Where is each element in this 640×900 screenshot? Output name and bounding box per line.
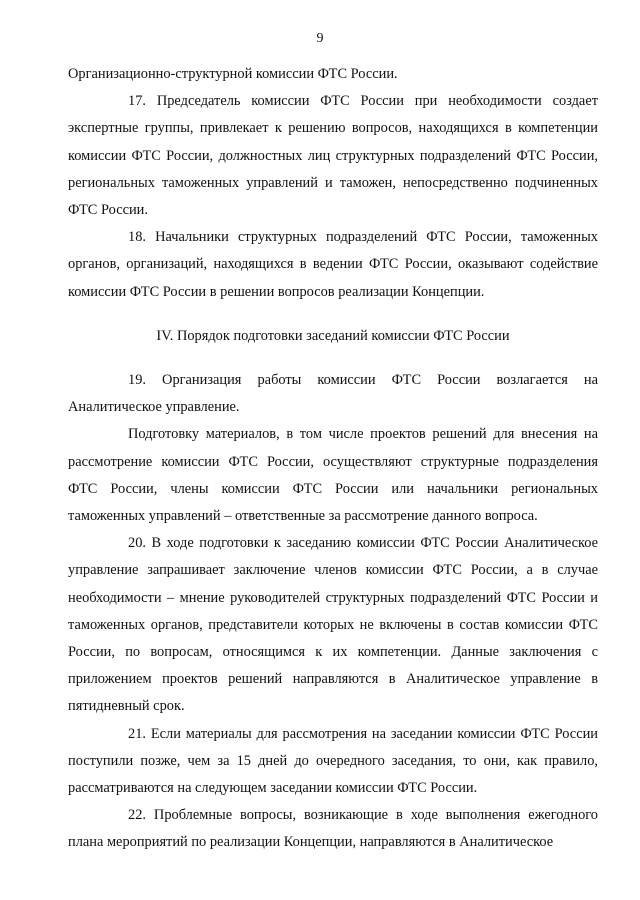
section-heading: IV. Порядок подготовки заседаний комиссии ФТС России: [156, 327, 510, 344]
paragraph-20: 20. В ходе подготовки к заседанию комиссии ФТС России Аналитическое управление запрашивает заключение членов комиссии ФТС России, а в случае необходимости – мнение руководителей структурных подразделений ФТС России и таможенных органов, представители которых не включены в состав комиссии ФТС России, по вопросам, относящимся к их компетенции. Данные заключения с приложением проектов решений направляются в Аналитическое управление в пятидневный срок.: [68, 535, 598, 715]
paragraph-18: 18. Начальники структурных подразделений ФТС России, таможенных органов, организаций, находящихся в ведении ФТС России, оказывают содействие комиссии ФТС России в решении вопросов реализации Концепции.: [68, 229, 598, 300]
intro-line: Организационно-структурной комиссии ФТС России.: [68, 66, 398, 82]
paragraph-22: 22. Проблемные вопросы, возникающие в ходе выполнения ежегодного плана мероприятий по реализации Концепции, направляются в Аналитическое: [68, 807, 598, 851]
page-number: 9: [316, 31, 324, 46]
paragraph-17: 17. Председатель комиссии ФТС России при необходимости создает экспертные группы, привлекает к решению вопросов, находящихся в компетенции комиссии ФТС России, должностных лиц структурных подразделений ФТС России, региональных таможенных управлений и таможен, непосредственно подчиненных ФТС России.: [68, 93, 598, 219]
paragraph-21: 21. Если материалы для рассмотрения на заседании комиссии ФТС России поступили позже, чем за 15 дней до очередного заседания, то они, как правило, рассматриваются на следующем заседании комиссии ФТС России.: [68, 725, 598, 797]
paragraph-19-continued: Подготовку материалов, в том числе проектов решений для внесения на рассмотрение комиссии ФТС России, осуществляют структурные подразделения ФТС России, члены комиссии ФТС России или начальники региональных таможенных управлений – ответственные за рассмотрение данного вопроса.: [68, 426, 598, 525]
page-text: [68, 61, 598, 857]
paragraph-19: 19. Организация работы комиссии ФТС России возлагается на Аналитическое управление.: [68, 372, 598, 416]
